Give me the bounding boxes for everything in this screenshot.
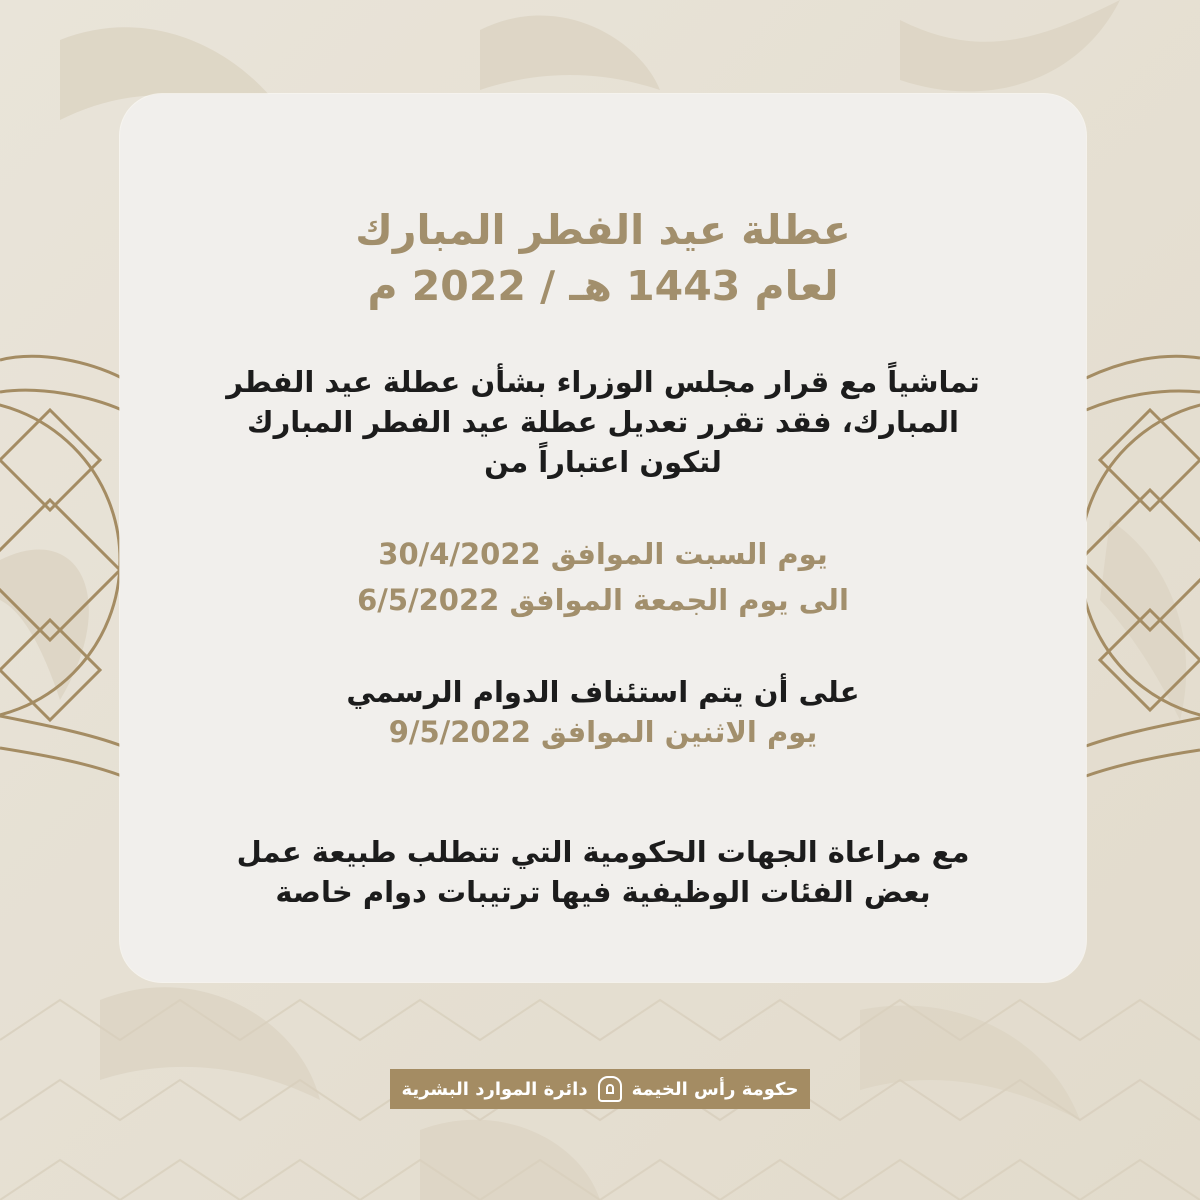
resume-work-date: يوم الاثنين الموافق 9/5/2022 <box>388 715 818 749</box>
footer-logo-bar <box>390 1069 810 1109</box>
page-title: عطلة عيد الفطر المبارك <box>355 206 851 254</box>
ras-al-khaimah-emblem-icon <box>598 1076 622 1102</box>
holiday-end-date: الى يوم الجمعة الموافق 6/5/2022 <box>357 583 849 617</box>
note-line-2: بعض الفئات الوظيفية فيها ترتيبات دوام خاصة <box>275 875 931 909</box>
announcement-card <box>120 94 1086 982</box>
intro-line-3: لتكون اعتباراً من <box>484 445 722 479</box>
intro-line-1: تماشياً مع قرار مجلس الوزراء بشأن عطلة عيد الفطر <box>226 365 980 399</box>
holiday-start-date: يوم السبت الموافق 30/4/2022 <box>378 537 828 571</box>
resume-work-text: على أن يتم استئناف الدوام الرسمي <box>346 675 860 709</box>
department-name: دائرة الموارد البشرية <box>401 1078 588 1100</box>
intro-line-2: المبارك، فقد تقرر تعديل عطلة عيد الفطر المبارك <box>246 405 959 439</box>
note-line-1: مع مراعاة الجهات الحكومية التي تتطلب طبيعة عمل <box>236 835 970 869</box>
page-subtitle-year: لعام 1443 هـ / 2022 م <box>367 262 839 310</box>
government-name: حكومة رأس الخيمة <box>631 1078 799 1100</box>
